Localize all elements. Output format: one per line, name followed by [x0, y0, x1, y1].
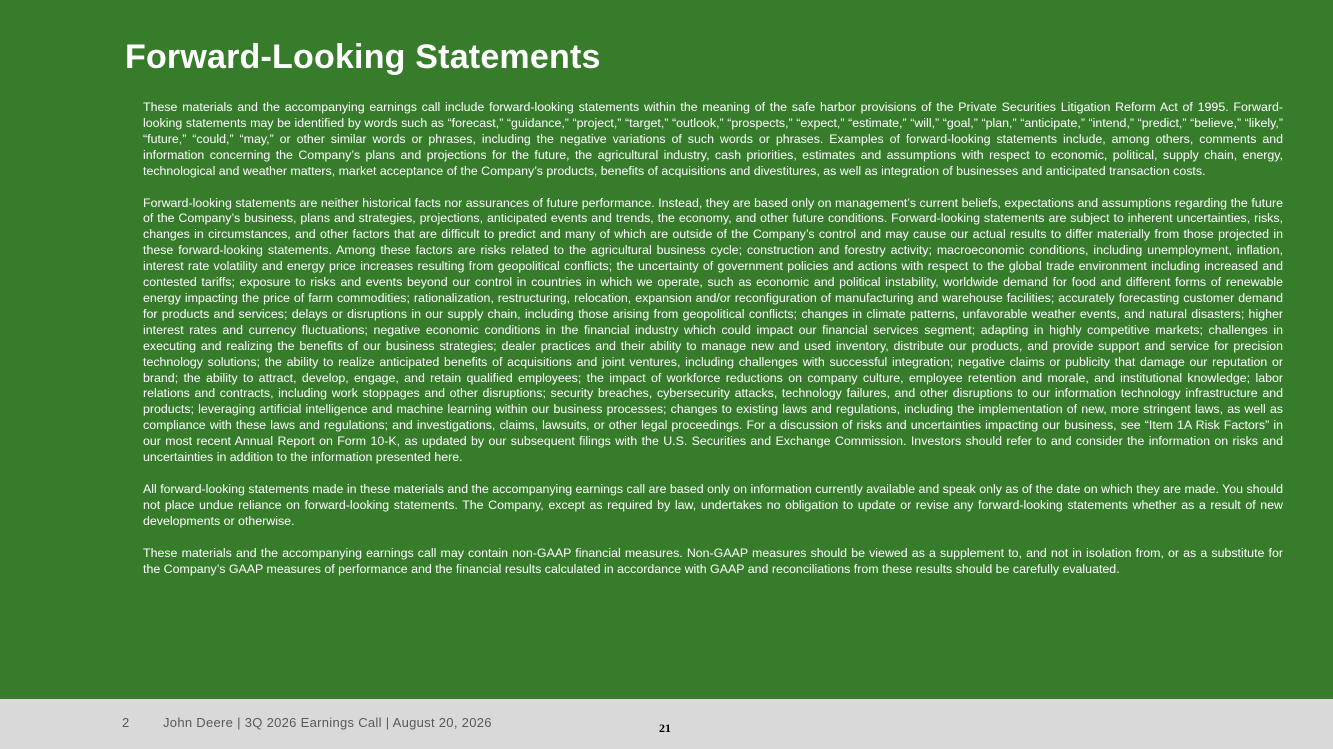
paragraph-risk-factors: Forward-looking statements are neither historical facts nor assurances of future performance. Instead, they are based only on management’s current beliefs, expectations and assumptions regarding the future of the Company’s business, plans and strategies, projections, anticipated events and trends, the economy, and other future conditions. Forward-looking statements are subject to inherent uncertainties, risks, changes in circumstances, and other factors that are difficult to predict and many of which are outside of the Company’s control and may cause our actual results to differ materially from those projected in these forward-looking statements. Among these factors are risks related to the agricultural business cycle; construction and forestry activity; macroeconomic conditions, including unemployment, inflation, interest rate volatility and energy price increases resulting from geopolitical conflicts; the uncertainty of government policies and actions with respect to the global trade environment including increased and contested tariffs; exposure to risks and events beyond our control in countries in which we operate, such as economic and political instability, worldwide demand for food and different forms of renewable energy impacting the price of farm commodities; rationalization, restructuring, relocation, expansion and/or reconfiguration of manufacturing and warehouse facilities; accurately forecasting customer demand for products and services; delays or disruptions in our supply chain, including those arising from geopolitical conflicts; changes in climate patterns, unfavorable weather events, and natural disasters; higher interest rates and currency fluctuations; negative economic conditions in the financial industry which could impact our financial services segment; adapting in highly competitive markets; challenges in executing and realizing the benefits of our business strategies; dealer practices and their ability to manage new and used inventory, distribute our products, and provide support and service for precision technology solutions; the ability to realize anticipated benefits of acquisitions and joint ventures, including challenges with successful integration; negative claims or publicity that damage our reputation or brand; the ability to attract, develop, engage, and retain qualified employees; the impact of workforce reductions on company culture, employee retention and morale, and institutional knowledge; labor relations and contracts, including work stoppages and other disruptions; security breaches, cybersecurity attacks, technology failures, and other disruptions to our information technology infrastructure and products; leveraging artificial intelligence and machine learning within our business processes; changes to existing laws and regulations, including the implementation of new, more stringent laws, as well as compliance with these laws and regulations; and investigations, claims, lawsuits, or other legal proceedings. For a discussion of risks and uncertainties impacting our business, see “Item 1A Risk Factors” in our most recent Annual Report on Form 10-K, as updated by our subsequent filings with the U.S. Securities and Exchange Commission. Investors should refer to and consider the information on risks and uncertainties in addition to the information presented here. — [143, 195, 1283, 465]
footer-caption: John Deere | 3Q 2026 Earnings Call | August 20, 2026 — [163, 715, 492, 730]
paragraph-non-gaap: These materials and the accompanying earnings call may contain non-GAAP financial measures. Non-GAAP measures should be viewed as a supplement to, and not in isolation from, or as a substitute for the Company’s GAAP measures of performance and the financial results calculated in accordance with GAAP and reconciliations from these results should be carefully evaluated. — [143, 545, 1283, 576]
slide-number: 21 — [659, 721, 671, 735]
paragraph-safe-harbor: These materials and the accompanying earnings call include forward-looking statements within the meaning of the safe harbor provisions of the Private Securities Litigation Reform Act of 1995. Forward-looking statements may be identified by words such as “forecast,” “guidance,” “project,” “target,” “outlook,” “prospects,” “expect,” “estimate,” “will,” “goal,” “plan,” “anticipate,” “intend,” “predict,” “believe,” “likely,” “future,” “could,” “may,” or other similar words or phrases, including the negative variations of such words or phrases. Examples of forward-looking statements include, among others, comments and information concerning the Company’s plans and projections for the future, the agricultural industry, cash priorities, estimates and assumptions with respect to economic, political, supply chain, energy, technological and weather matters, market acceptance of the Company’s products, benefits of acquisitions and divestitures, as well as integration of businesses and anticipated transaction costs. — [143, 100, 1283, 178]
slide-title: Forward-Looking Statements — [125, 38, 601, 76]
paragraph-no-update: All forward-looking statements made in these materials and the accompanying earnings call are based only on information currently available and speak only as of the date on which they are made. You should not place undue reliance on forward-looking statements. The Company, except as required by law, undertakes no obligation to update or revise any forward-looking statements whether as a result of new developments or otherwise. — [143, 481, 1283, 528]
footer-page-number: 2 — [122, 715, 130, 730]
footer-bar — [0, 699, 1333, 749]
disclaimer-body — [143, 100, 1283, 593]
